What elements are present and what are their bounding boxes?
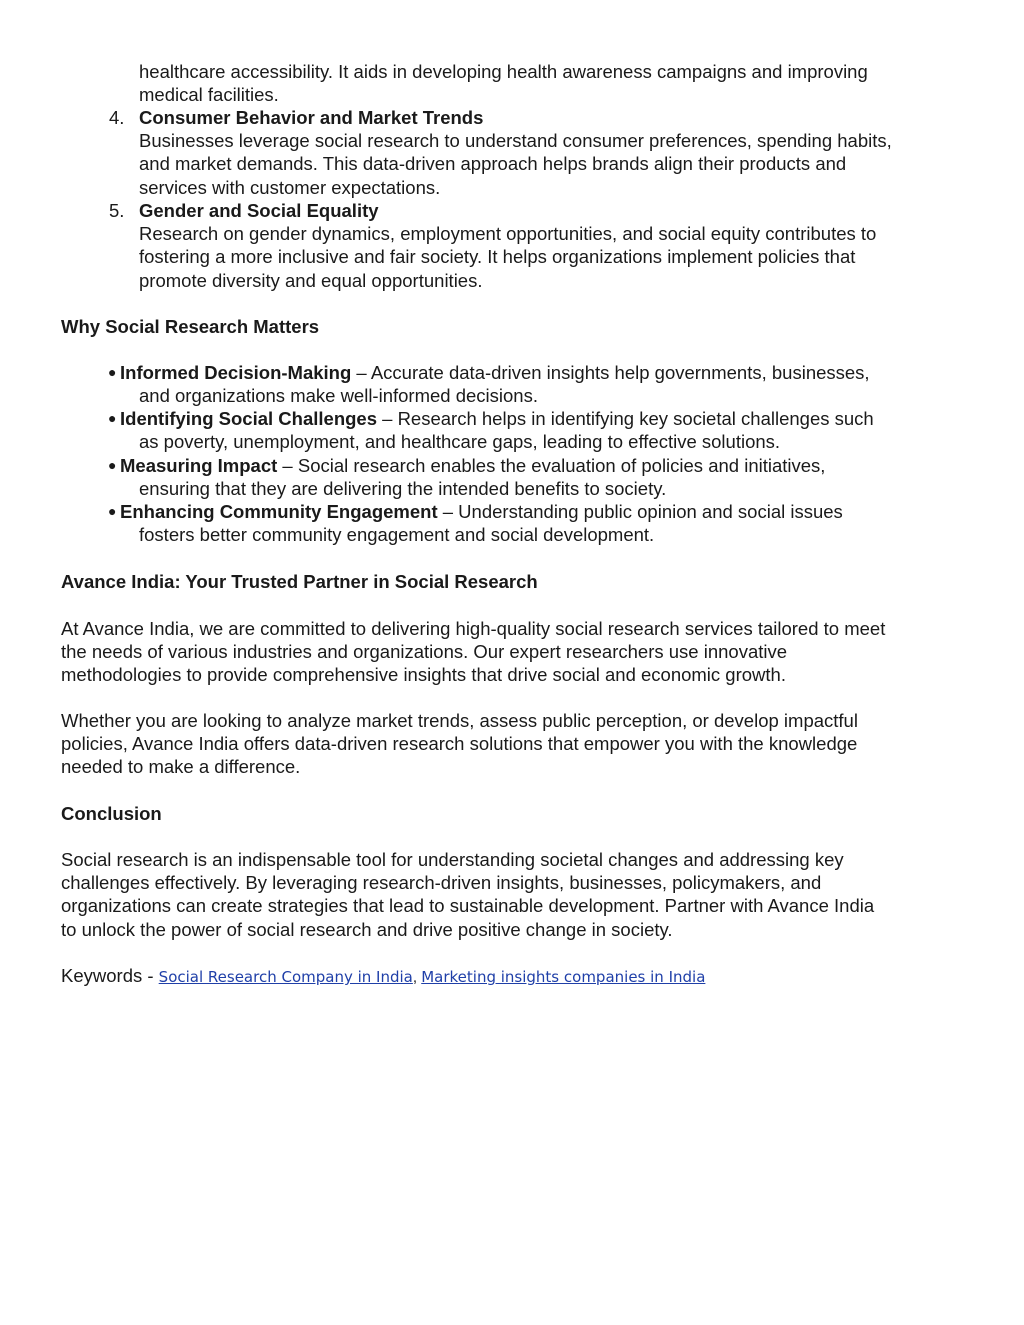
text-line: promote diversity and equal opportunities. — [139, 269, 483, 291]
bullet-text: – Understanding public opinion and social issues — [437, 501, 843, 522]
item-title: Consumer Behavior and Market Trends — [139, 107, 484, 128]
text-line: challenges effectively. By leveraging research-driven insights, businesses, policymakers, and — [61, 872, 822, 894]
bullet-text: fosters better community engagement and social development. — [139, 524, 655, 546]
text-line: methodologies to provide comprehensive insights that drive social and economic growth. — [61, 664, 786, 686]
bullet-text: – Social research enables the evaluation of policies and initiatives, — [277, 455, 826, 476]
bullet-term: Informed Decision-Making — [120, 362, 352, 383]
text-line: Whether you are looking to analyze market trends, assess public perception, or develop impactful — [61, 710, 858, 731]
paragraph — [61, 617, 961, 687]
text-line: needed to make a difference. — [61, 756, 301, 778]
keyword-link-marketing-insights[interactable]: Marketing insights companies in India — [421, 968, 706, 986]
text-line: the needs of various industries and organizations. Our expert researchers use innovative — [61, 641, 788, 663]
text-line: organizations can create strategies that lead to sustainable development. Partner with Avance India — [61, 895, 875, 917]
bullet-item — [108, 500, 948, 546]
bullet-text: – Accurate data-driven insights help governments, businesses, — [351, 362, 870, 383]
bullet-icon: ● — [108, 503, 117, 519]
keyword-link-social-research[interactable]: Social Research Company in India — [158, 968, 413, 986]
bullet-icon: ● — [108, 410, 117, 426]
section-heading-avance: Avance India: Your Trusted Partner in Social Research — [61, 571, 538, 592]
numbered-item-5 — [109, 199, 969, 292]
keywords-label: Keywords - — [61, 965, 159, 986]
bullet-item — [108, 361, 948, 407]
text-line: policies, Avance India offers data-driven research solutions that empower you with the knowledge — [61, 733, 858, 755]
text-line: to unlock the power of social research and drive positive change in society. — [61, 918, 673, 940]
text-line: and market demands. This data-driven approach helps brands align their products and — [139, 153, 847, 175]
text-line: medical facilities. — [139, 84, 279, 106]
bullet-term: Enhancing Community Engagement — [120, 501, 438, 522]
bullet-icon: ● — [108, 457, 117, 473]
keywords-line — [61, 964, 961, 989]
bullet-text: – Research helps in identifying key societal challenges such — [377, 408, 874, 429]
paragraph — [61, 848, 961, 941]
paragraph — [61, 709, 961, 779]
item-number: 4. — [109, 107, 125, 128]
text-line: fostering a more inclusive and fair society. It helps organizations implement policies that — [139, 246, 856, 268]
text-line: Research on gender dynamics, employment opportunities, and social equity contributes to — [139, 223, 877, 245]
numbered-item-4 — [109, 106, 969, 199]
bullet-term: Measuring Impact — [120, 455, 278, 476]
bullet-item — [108, 454, 948, 500]
keywords-separator: , — [412, 969, 422, 986]
text-line: Businesses leverage social research to understand consumer preferences, spending habits, — [139, 130, 892, 152]
section-heading-conclusion: Conclusion — [61, 803, 162, 824]
text-line: healthcare accessibility. It aids in developing health awareness campaigns and improving — [139, 61, 868, 82]
item-title: Gender and Social Equality — [139, 200, 379, 221]
text-line: At Avance India, we are committed to delivering high-quality social research services tailored to meet — [61, 618, 886, 639]
item-number: 5. — [109, 200, 125, 221]
bullet-text: as poverty, unemployment, and healthcare gaps, leading to effective solutions. — [139, 431, 781, 453]
text-line: Social research is an indispensable tool for understanding societal changes and addressing key — [61, 849, 844, 870]
bullet-text: and organizations make well-informed decisions. — [139, 385, 538, 407]
item-3-continuation — [139, 60, 964, 106]
section-heading-why: Why Social Research Matters — [61, 316, 320, 337]
bullet-text: ensuring that they are delivering the intended benefits to society. — [139, 478, 667, 500]
bullet-item — [108, 407, 948, 453]
bullet-icon: ● — [108, 364, 117, 380]
bullet-term: Identifying Social Challenges — [120, 408, 377, 429]
text-line: services with customer expectations. — [139, 176, 441, 198]
